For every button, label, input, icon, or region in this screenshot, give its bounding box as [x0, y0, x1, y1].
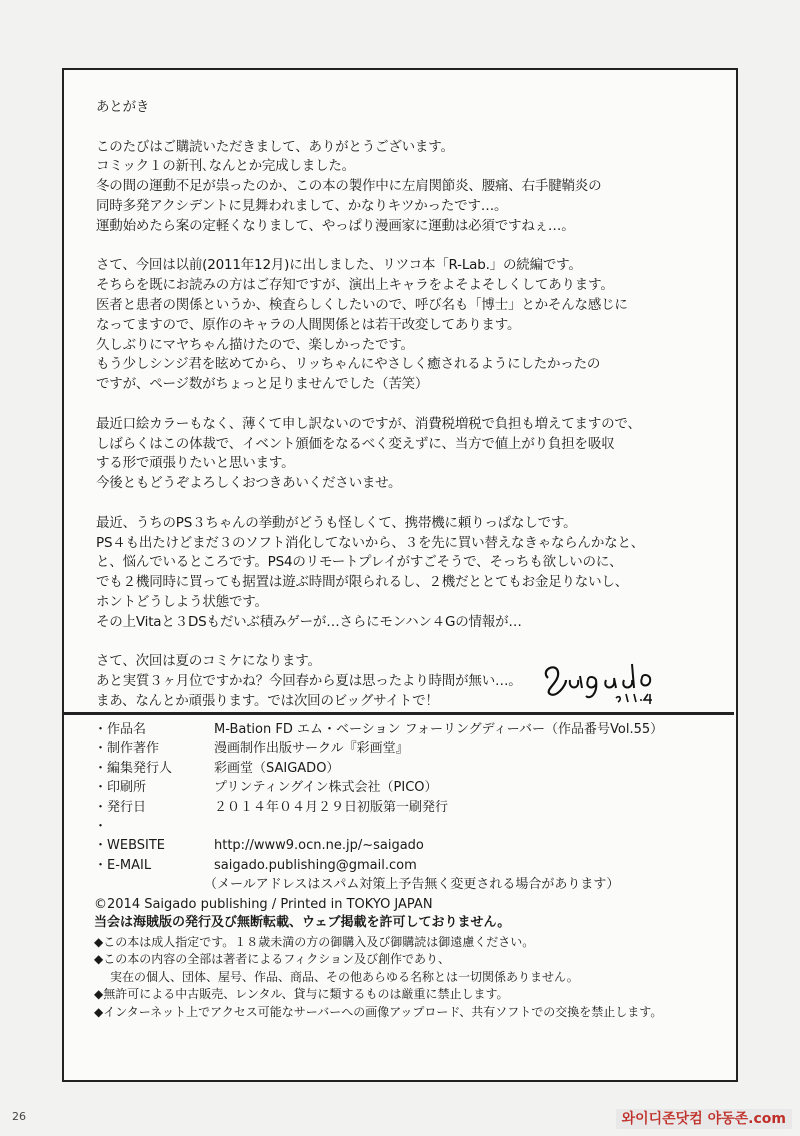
afterword-line: そちらを既にお読みの方はご存知ですが、演出上キャラをよそよそしくしてあります。 — [96, 277, 614, 294]
afterword-line: さて、今回は以前(2011年12月)に出しました、リツコ本「R-Lab.」の続編です。 — [96, 257, 582, 274]
email-note: （メールアドレスはスパム対策上予告無く変更される場合があります） — [204, 877, 620, 893]
colophon-label: ・E-MAIL — [94, 857, 152, 873]
afterword-line: PS４も出たけどまだ３のソフト消化してないから、３を先に買い替えなきゃならんかなと、 — [96, 534, 645, 551]
afterword-line: ホントどうしよう状態です。 — [96, 593, 268, 610]
legal-heading: 当会は海賊版の発行及び無断転載、ウェブ掲載を許可しておりません。 — [94, 915, 511, 930]
legal-item: ◆インターネット上でアクセス可能なサーバーへの画像アップロード、共有ソフトでの交換を禁止します。 — [94, 1004, 663, 1019]
afterword-line: 今後ともどうぞよろしくおつきあいくださいませ。 — [96, 475, 402, 492]
afterword-heading: あとがき — [96, 99, 150, 115]
colophon-value: saigado.publishing@gmail.com — [214, 857, 417, 873]
afterword-line: 運動始めたら案の定軽くなりまして、やっぱり漫画家に運動は必須ですねぇ…。 — [96, 217, 575, 234]
watermark-badge: 와이디존닷컴 야동존.com — [616, 1109, 792, 1129]
colophon-label: ・発行日 — [94, 799, 147, 815]
afterword-line: なってますので、原作のキャラの人間関係とは若干改変してあります。 — [96, 316, 521, 333]
afterword-line: する形で頑張りたいと思います。 — [96, 455, 295, 472]
legal-item: ◆無許可による中古販売、レンタル、貸与に類するものは厳重に禁止します。 — [94, 987, 509, 1002]
afterword-line: 同時多発アクシデントに見舞われまして、かなりキツかったです…。 — [96, 197, 508, 214]
legal-item: ◆この本は成人指定です。１８歳未満の方の御購入及び御購読は御遠慮ください。 — [94, 934, 535, 949]
colophon-row — [94, 778, 734, 797]
colophon-row — [94, 759, 734, 778]
afterword-line: 最近口絵カラーもなく、薄くて申し訳ないのですが、消費税増税で負担も増えてますので、 — [96, 415, 641, 432]
colophon-label: ・印刷所 — [94, 780, 147, 796]
colophon-value: 彩画堂（SAIGADO） — [214, 760, 340, 776]
afterword-line: 最近、うちのPS３ちゃんの挙動がどうも怪しくて、携帯機に頼りっぱなしです。 — [96, 514, 577, 531]
afterword-body — [96, 138, 716, 712]
legal-item: ◆この本の内容の全部は著者によるフィクション及び創作であり、 — [94, 952, 451, 967]
legal-item: 実在の個人、団体、屋号、作品、商品、その他あらゆる名称とは一切関係ありません。 — [110, 969, 579, 984]
afterword-line: もう少しシンジ君を眩めてから、リッちゃんにやさしく癒されるようにしたかったの — [96, 356, 601, 373]
signature-image — [536, 650, 686, 706]
colophon-value: プリンティングイン株式会社（PICO） — [214, 780, 438, 796]
afterword-line: このたびはご購読いただきまして、ありがとうございます。 — [96, 138, 454, 155]
colophon-value: http://www9.ocn.ne.jp/~saigado — [214, 838, 424, 854]
colophon-row — [94, 836, 734, 855]
afterword — [96, 98, 716, 732]
legal-notice — [94, 914, 734, 1022]
afterword-line: ですが、ページ数がちょっと足りませんでした（苦笑） — [96, 376, 429, 393]
afterword-line: その上Vitaと３DSもだいぶ積みゲーが…さらにモンハン４Gの情報が… — [96, 613, 522, 630]
colophon-row — [94, 856, 734, 875]
colophon-row — [94, 798, 734, 817]
afterword-paragraph — [96, 415, 716, 494]
colophon-row — [94, 739, 734, 758]
colophon-value: 漫画制作出版サークル『彩画堂』 — [214, 741, 409, 757]
colophon-value: M-Bation FD エム・ベーション フォーリングディーバー（作品番号Vol.55） — [214, 722, 664, 737]
afterword-line: 医者と患者の関係というか、検査らしくしたいので、呼び名も「博士」とかそんな感じに — [96, 296, 628, 313]
afterword-paragraph — [96, 256, 716, 395]
afterword-line: あと実質３ヶ月位ですかね？今回春から夏は思ったより時間が無い…。 — [96, 673, 522, 690]
afterword-line: 冬の間の運動不足が祟ったのか、この本の製作中に左肩関節炎、腰痛、右手腱鞘炎の — [96, 178, 602, 195]
afterword-line: しばらくはこの体裁で、イベント頒価をなるべく変えずに、当方で値上がり負担を吸収 — [96, 435, 615, 452]
afterword-paragraph — [96, 514, 716, 633]
afterword-line: コミック１の新刊､なんとか完成しました。 — [96, 158, 355, 175]
afterword-line: 久しぶりにマヤちゃん描けたので、楽しかったです。 — [96, 336, 414, 353]
colophon-value: ２０１４年０４月２９日初版第一刷発行 — [214, 799, 449, 815]
colophon-label: ・WEBSITE — [94, 838, 165, 854]
colophon-row — [94, 817, 734, 836]
section-divider — [64, 712, 734, 715]
afterword-line: と、悩んでいるところです。PS4のリモートプレイがすごそうで、そっちも欲しいのに、 — [96, 554, 623, 571]
colophon-label: ・制作著作 — [94, 741, 160, 757]
afterword-line: まあ、なんとか頑張ります。では次回のビッグサイトで！ — [96, 692, 439, 709]
colophon-label: ・作品名 — [94, 722, 147, 737]
afterword-line: さて、次回は夏のコミケになります。 — [96, 653, 321, 670]
page-number: 26 — [12, 1110, 26, 1123]
afterword-line: でも２機同時に買っても据置は遊ぶ時間が限られるし、２機だととてもお金足りないし、 — [96, 574, 628, 591]
colophon-label: ・ — [94, 819, 108, 835]
copyright: ©2014 Saigado publishing / Printed in TOKYO JAPAN — [94, 896, 433, 912]
afterword-paragraph — [96, 138, 716, 237]
colophon — [94, 720, 734, 914]
colophon-row — [94, 720, 734, 739]
colophon-label: ・編集発行人 — [94, 760, 173, 776]
